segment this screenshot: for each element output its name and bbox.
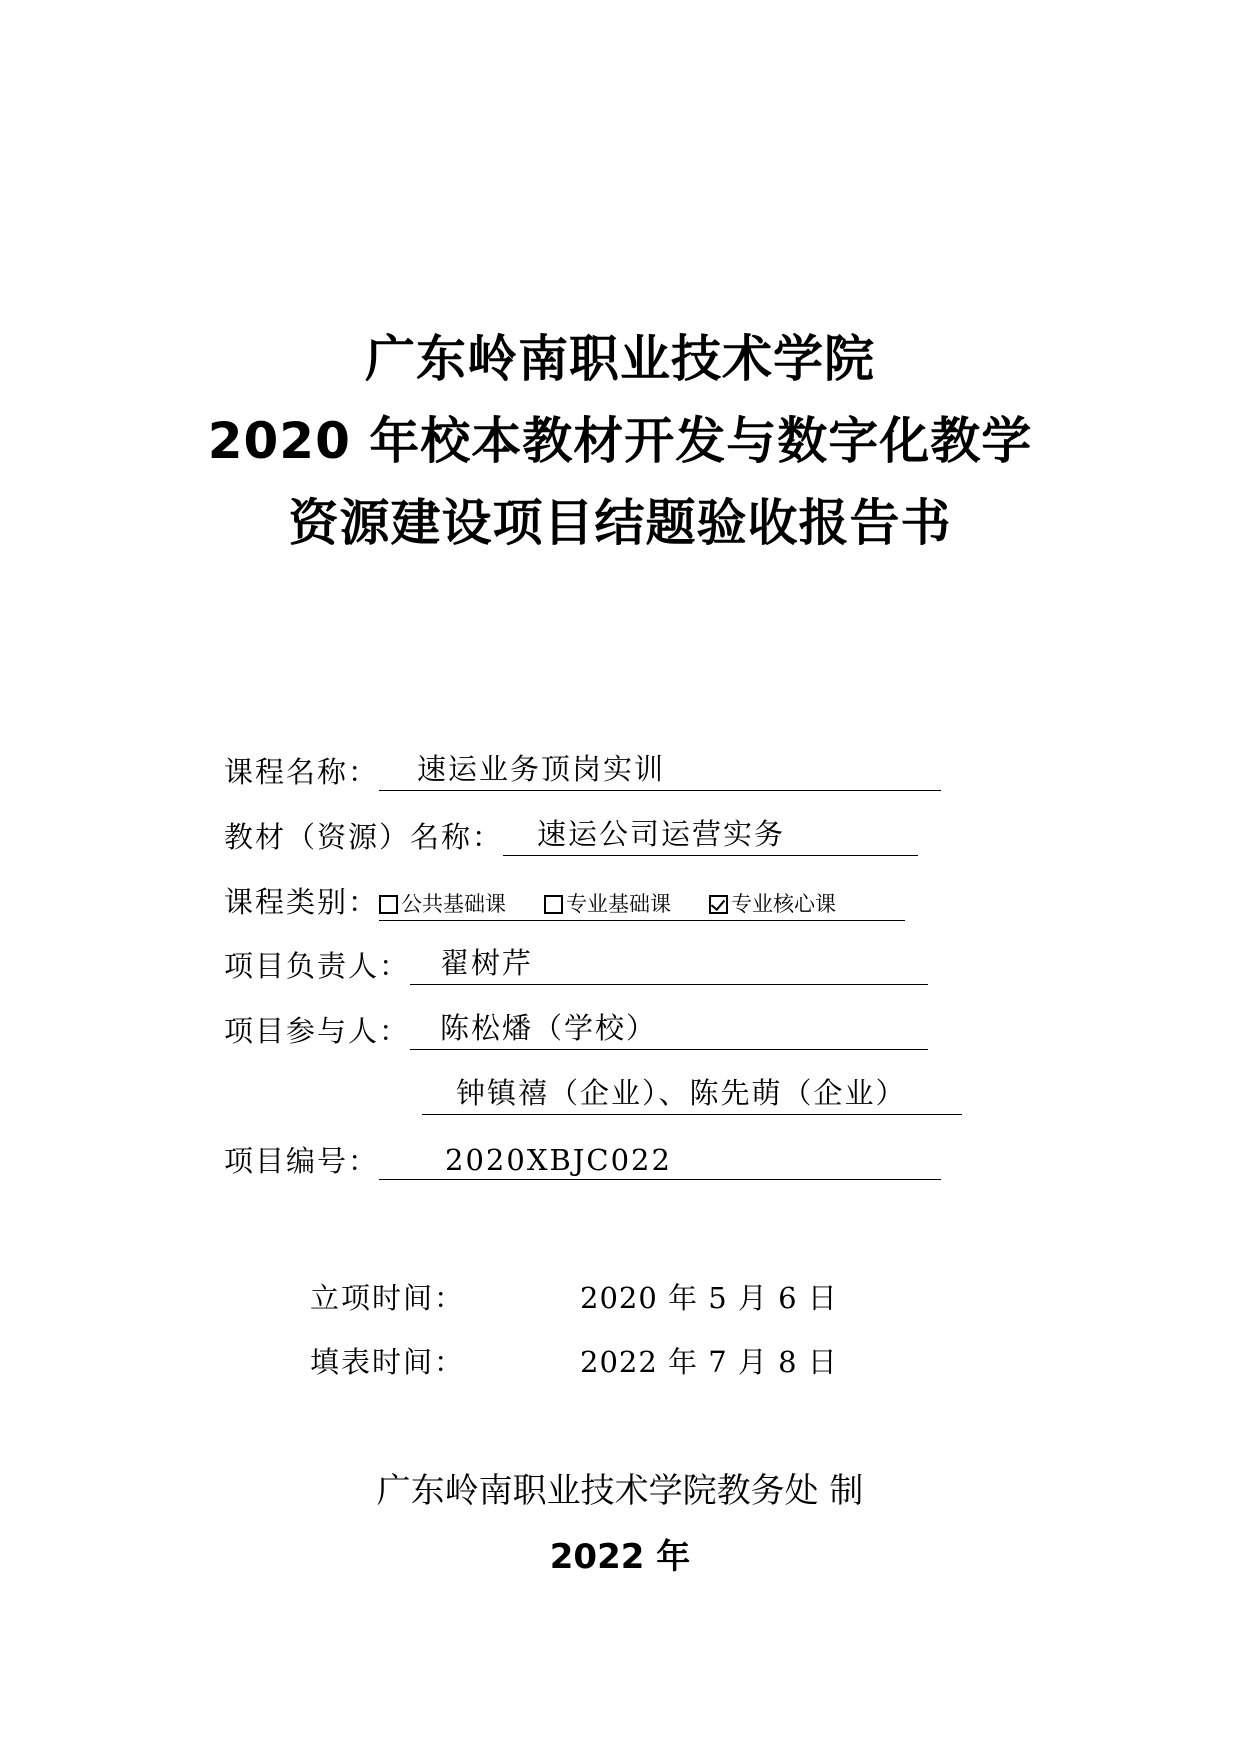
course-type-row: [224, 875, 905, 921]
start-date-label: 立项时间：: [310, 1281, 466, 1315]
project-participants-row-2: [422, 1069, 962, 1115]
project-participants-row: [224, 1004, 928, 1050]
course-type-option-label: 专业基础课: [566, 892, 672, 916]
checkbox-checked-icon[interactable]: [709, 895, 728, 914]
checkbox-unchecked-icon[interactable]: [544, 895, 563, 914]
project-participants-field-2[interactable]: 钟镇禧（企业）、陈先萌（企业）: [422, 1071, 962, 1115]
issue-year: 2022 年: [549, 1537, 691, 1577]
project-leader-row: [224, 939, 928, 985]
textbook-name-label: 教材（资源）名称：: [224, 820, 504, 854]
start-date-row: [310, 1273, 838, 1317]
title-line-3: 资源建设项目结题验收报告书: [288, 494, 952, 552]
course-type-option-professional-core[interactable]: [709, 888, 836, 918]
project-leader-label: 项目负责人：: [224, 949, 411, 983]
course-type-options: [379, 888, 905, 921]
fill-date-value: 2022 年 7 月 8 日: [580, 1345, 838, 1379]
project-leader-field[interactable]: 翟树芹: [410, 941, 928, 985]
course-type-label: 课程类别：: [224, 885, 380, 919]
course-type-option-label: 专业核心课: [731, 892, 837, 916]
course-type-option-public-basic[interactable]: [379, 888, 506, 918]
checkbox-unchecked-icon[interactable]: [379, 895, 398, 914]
course-type-option-professional-basic[interactable]: [544, 888, 671, 918]
project-participants-field-1[interactable]: 陈松燔（学校）: [410, 1006, 928, 1050]
textbook-name-row: [224, 810, 918, 856]
course-type-option-label: 公共基础课: [401, 892, 507, 916]
fill-date-row: [310, 1337, 838, 1381]
fill-date-label: 填表时间：: [310, 1345, 466, 1379]
title-line-1: 广东岭南职业技术学院: [365, 330, 875, 388]
course-name-label: 课程名称：: [224, 755, 380, 789]
course-name-field[interactable]: 速运业务顶岗实训: [379, 747, 941, 791]
textbook-name-field[interactable]: 速运公司运营实务: [503, 812, 918, 856]
document-title: [0, 318, 1240, 564]
project-participants-label: 项目参与人：: [224, 1014, 411, 1048]
project-number-row: [224, 1134, 941, 1180]
project-number-label: 项目编号：: [224, 1144, 380, 1178]
issuer-organization: 广东岭南职业技术学院教务处 制: [376, 1471, 864, 1511]
project-number-field[interactable]: 2020XBJC022: [379, 1143, 941, 1180]
title-line-2: 2020 年校本教材开发与数字化教学: [207, 412, 1033, 470]
course-name-row: [224, 745, 941, 791]
start-date-value: 2020 年 5 月 6 日: [580, 1281, 838, 1315]
issuer-footer: [0, 1464, 1240, 1584]
